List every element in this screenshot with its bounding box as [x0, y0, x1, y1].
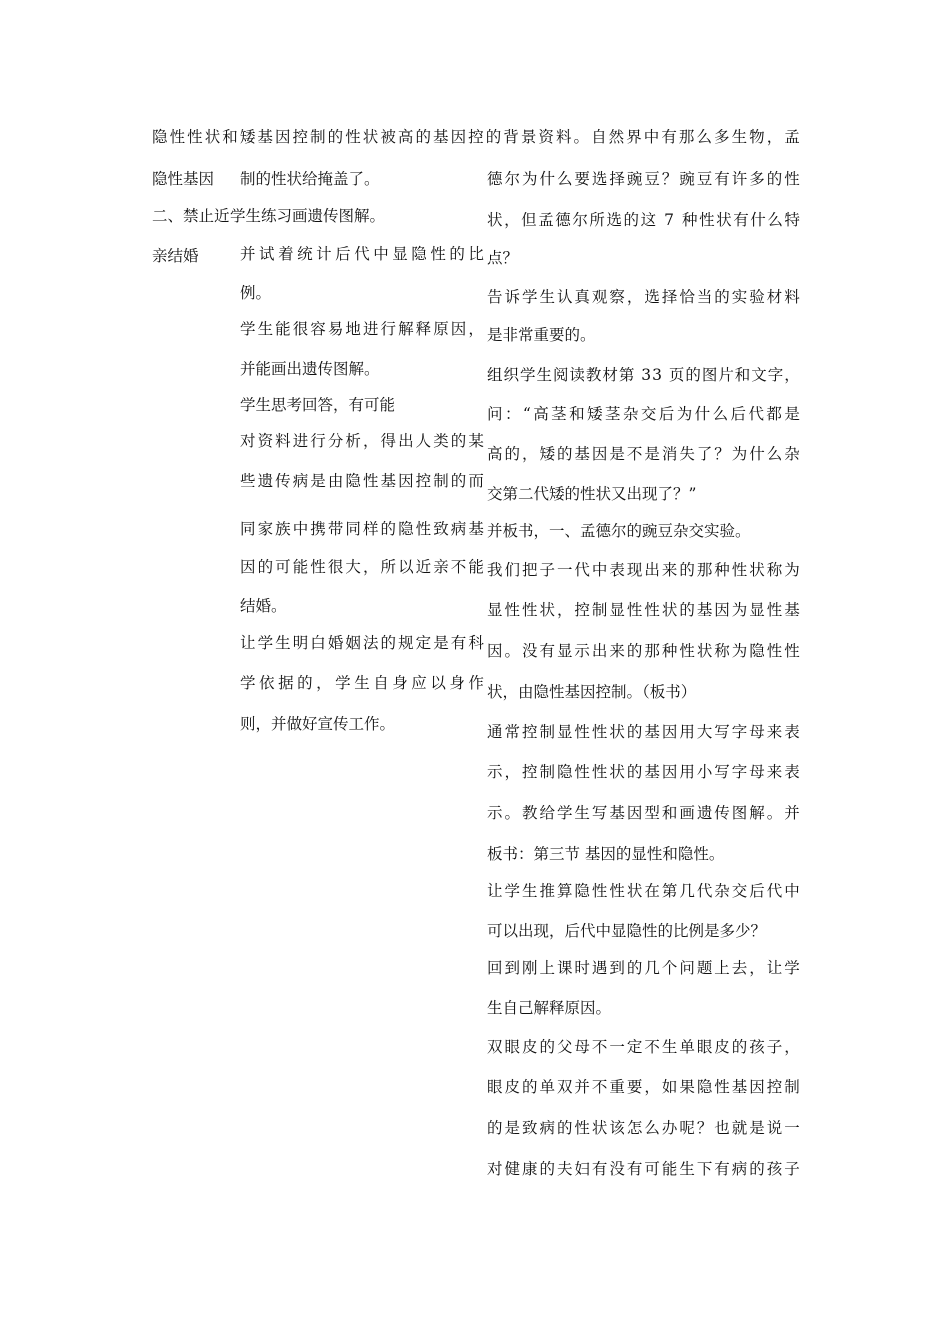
- col2-line-4: 例。: [240, 284, 272, 302]
- col3-line-5: 是非常重要的。: [487, 326, 596, 344]
- col3-line-15: 通 常 控 制 显 性 性 状 的 基 因 用 大 写 字 母 来 表: [487, 723, 800, 741]
- col2-line-11: 因 的 可 能 性 很 大 ， 所 以 近 亲 不 能: [240, 558, 484, 576]
- col2-line-12: 结婚。: [240, 597, 287, 615]
- col3-line-10: 并板书，一、孟德尔的豌豆杂交实验。: [487, 522, 751, 540]
- col2-line-9: 些 遗 传 病 是 由 隐 性 基 因 控 制 的 而: [240, 472, 484, 490]
- col3-line-12: 显 性 性 状 ， 控 制 显 性 性 状 的 基 因 为 显 性 基: [487, 601, 800, 619]
- col3-line-25: 的 是 致 病 的 性 状 该 怎 么 办 呢 ？ 也 就 是 说 一: [487, 1119, 800, 1137]
- top-line: 隐 性 性 状 和 矮 基 因 控 制 的 性 状 被 高 的 基 因 控 的 背 景 资 料 。 自 然 界 中 有 那 么 多 生 物 ， 孟: [152, 128, 800, 146]
- col3-line-2: 状 ， 但 孟 德 尔 所 选 的 这 7 种 性 状 有 什 么 特: [487, 211, 800, 229]
- col2-line-3: 并 试 着 统 计 后 代 中 显 隐 性 的 比: [240, 245, 484, 263]
- col1-line-1: 隐性基因: [152, 170, 215, 188]
- col3-line-7: 问 ： “ 高 茎 和 矮 茎 杂 交 后 为 什 么 后 代 都 是: [487, 405, 800, 423]
- col3-line-19: 让 学 生 推 算 隐 性 性 状 在 第 几 代 杂 交 后 代 中: [487, 882, 800, 900]
- col3-line-18: 板书：第三节 基因的显性和隐性。: [487, 845, 725, 863]
- col3-line-11: 我 们 把 子 一 代 中 表 现 出 来 的 那 种 性 状 称 为: [487, 561, 800, 579]
- col3-line-8: 高 的 ， 矮 的 基 因 是 不 是 消 失 了 ？ 为 什 么 杂: [487, 445, 800, 463]
- col2-line-13: 让 学 生 明 白 婚 姻 法 的 规 定 是 有 科: [240, 634, 484, 652]
- col3-line-20: 可以出现，后代中显隐性的比例是多少？: [487, 922, 767, 940]
- col2-line-7: 学生思考回答，有可能: [240, 396, 396, 414]
- col3-line-21: 回 到 刚 上 课 时 遇 到 的 几 个 问 题 上 去 ， 让 学: [487, 959, 800, 977]
- col3-line-6: 组 织 学 生 阅 读 教 材 第 3 3 页 的 图 片 和 文 字 ，: [487, 366, 800, 384]
- col1-line-3: 亲结婚: [152, 247, 199, 265]
- col2-line-10: 同 家 族 中 携 带 同 样 的 隐 性 致 病 基: [240, 520, 484, 538]
- col2-line-15: 则，并做好宣传工作。: [240, 715, 396, 733]
- col3-line-3: 点？: [487, 249, 519, 267]
- col3-line-22: 生自己解释原因。: [487, 999, 612, 1017]
- col2-line-5: 学 生 能 很 容 易 地 进 行 解 释 原 因 ，: [240, 320, 484, 338]
- col2-line-8: 对 资 料 进 行 分 析 ， 得 出 人 类 的 某: [240, 432, 484, 450]
- col3-line-16: 示 ， 控 制 隐 性 性 状 的 基 因 用 小 写 字 母 来 表: [487, 763, 800, 781]
- col2-line-2: 学生练习画遗传图解。: [230, 207, 386, 225]
- col3-line-23: 双 眼 皮 的 父 母 不 一 定 不 生 单 眼 皮 的 孩 子 ，: [487, 1038, 800, 1056]
- col2-line-14: 学 依 据 的 ， 学 生 自 身 应 以 身 作: [240, 674, 484, 692]
- col3-line-4: 告 诉 学 生 认 真 观 察 ， 选 择 恰 当 的 实 验 材 料: [487, 288, 800, 306]
- col3-line-1: 德 尔 为 什 么 要 选 择 豌 豆 ？ 豌 豆 有 许 多 的 性: [487, 170, 800, 188]
- col2-line-1: 制的性状给掩盖了。: [240, 170, 380, 188]
- col3-line-17: 示 。 教 给 学 生 写 基 因 型 和 画 遗 传 图 解 。 并: [487, 804, 800, 822]
- col3-line-24: 眼 皮 的 单 双 并 不 重 要 ， 如 果 隐 性 基 因 控 制: [487, 1078, 800, 1096]
- col3-line-13: 因 。 没 有 显 示 出 来 的 那 种 性 状 称 为 隐 性 性: [487, 642, 800, 660]
- col1-line-2: 二、禁止近: [152, 207, 230, 225]
- col3-line-9: 交第二代矮的性状又出现了？”: [487, 485, 697, 503]
- col2-line-6: 并能画出遗传图解。: [240, 360, 380, 378]
- col3-line-26: 对 健 康 的 夫 妇 有 没 有 可 能 生 下 有 病 的 孩 子: [487, 1160, 800, 1178]
- col3-line-14: 状，由隐性基因控制。（板书）: [487, 683, 697, 701]
